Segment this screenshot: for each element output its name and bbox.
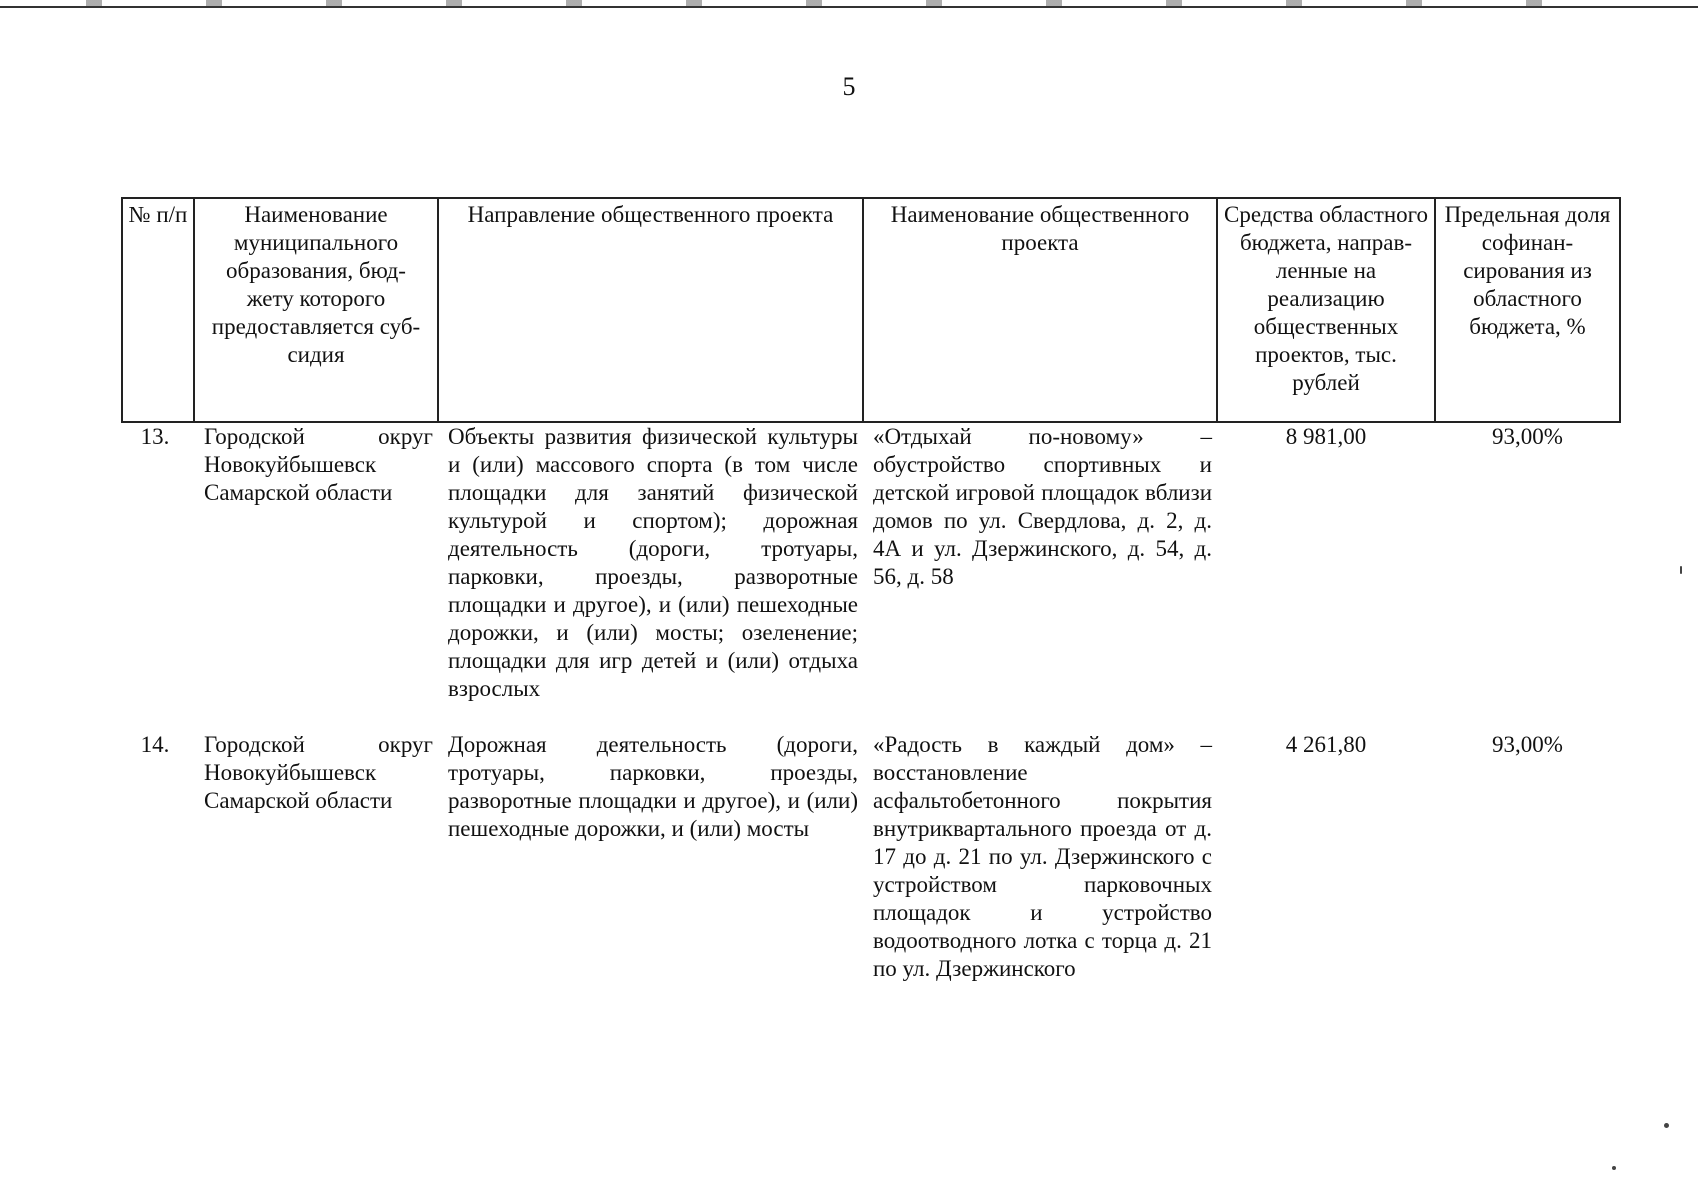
- col-municipality-header: Наименование муниципального образования, бюд- жету которого предоставляется суб- сидия: [194, 198, 438, 422]
- direction-cell: Объекты развития физической культуры и (или) массового спорта (в том числе площадки для занятий физической культурой и спортом); дорожная деятельность (дороги, тротуары, парковки, проезды, разворотные площадки и другое), и (или) пешеходные дорожки, и (или) мосты; озеленение; площадки для игр детей и (или) отдыха взрослых: [448, 424, 858, 701]
- share-cell: 93,00%: [1492, 424, 1563, 449]
- table-header-row: [122, 198, 1620, 422]
- table-row: [122, 731, 1620, 983]
- project-name-cell: «Отдыхай по-новому» – обустройство спортивных и детской игровой площадок вблизи домов по ул. Свердлова, д. 2, д. 4А и ул. Дзержинского, д. 54, д. 56, д. 58: [873, 424, 1212, 589]
- funds-cell: 8 981,00: [1285, 424, 1367, 449]
- table-row: [122, 422, 1620, 731]
- funds-cell: 4 261,80: [1285, 732, 1367, 757]
- scan-speck: [1680, 566, 1682, 574]
- col-share-header: Предельная доля софинан- сирования из областного бюджета, %: [1435, 198, 1620, 422]
- municipality-cell: Городской округ Новокуйбышевск Самарской области: [204, 732, 433, 813]
- scan-speck: [1612, 1166, 1616, 1170]
- row-number: 13.: [140, 424, 170, 449]
- subsidy-table: [121, 197, 1621, 983]
- col-funds-header: Средства областного бюджета, направ- ленные на реализацию общественных проектов, тыс. рублей: [1217, 198, 1435, 422]
- scan-speck: [1664, 1123, 1669, 1128]
- direction-cell: Дорожная деятельность (дороги, тротуары, парковки, проезды, разворотные площадки и другое), и (или) пешеходные дорожки, и (или) мосты: [448, 732, 858, 841]
- row-number: 14.: [140, 732, 170, 757]
- col-number-header: № п/п: [122, 198, 194, 422]
- municipality-cell: Городской округ Новокуйбышевск Самарской области: [204, 424, 433, 505]
- page-number: 5: [842, 72, 856, 101]
- col-project-name-header: Наименование общественного проекта: [863, 198, 1217, 422]
- project-name-cell: «Радость в каждый дом» – восстановление асфальтобетонного покрытия внутриквартального проезда от д. 17 до д. 21 по ул. Дзержинского с устройством парковочных площадок и устройство водоотводного лотка с торца д. 21 по ул. Дзержинского: [873, 732, 1212, 981]
- share-cell: 93,00%: [1492, 732, 1563, 757]
- col-direction-header: Направление общественного проекта: [438, 198, 863, 422]
- scan-top-rule: [0, 6, 1698, 8]
